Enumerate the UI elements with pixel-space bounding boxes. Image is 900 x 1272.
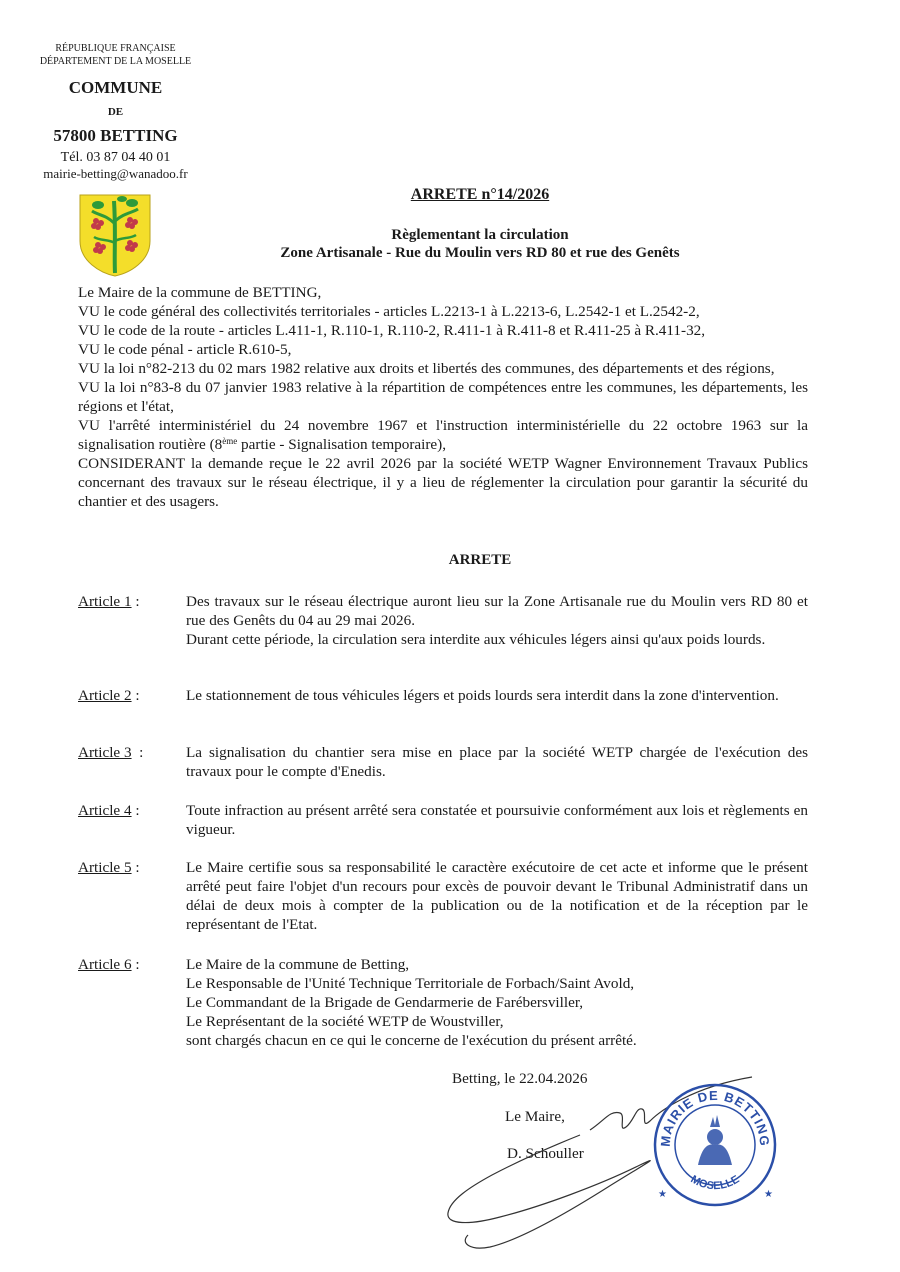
article-6-label <box>78 955 178 974</box>
signature-name: D. Schouller <box>507 1145 584 1162</box>
article-3-label <box>78 743 178 762</box>
article-4-colon: : <box>131 802 140 819</box>
article-6-colon: : <box>131 956 140 973</box>
preamble-cgct: VU le code général des collectivités territoriales - articles L.2213-1 à L.2213-6, L.2542-1 et L.2542-2, <box>78 303 700 320</box>
republic-label: RÉPUBLIQUE FRANÇAISE <box>55 43 176 54</box>
department-label: DÉPARTEMENT DE LA MOSELLE <box>39 56 192 67</box>
arrete-title: ARRETE n°14/2026 <box>410 186 550 203</box>
article-2-body <box>186 686 808 705</box>
article-4-label <box>78 801 178 820</box>
preamble-arrete-1967-text: VU l'arrêté interministériel du 24 novembre 1967 et l'instruction interministérielle du 22 octobre 1963 sur la signalisation routière (8 <box>78 417 808 453</box>
article-4-line: Toute infraction au présent arrêté sera constatée et poursuivie conformément aux lois et règlements en vigueur. <box>186 802 808 838</box>
signature-date: Betting, le 22.04.2026 <box>452 1070 588 1087</box>
article-5-line: Le Maire certifie sous sa responsabilité le caractère exécutoire de cet acte et informe que le présent arrêté peut faire l'objet d'un recours pour excès de pouvoir devant le Tribunal Administratif dans un délai de deux mois à compter de la publication ou de la notification et de la réception par le représentant de l'Etat. <box>186 859 808 933</box>
preamble-maire: Le Maire de la commune de BETTING, <box>78 284 322 301</box>
article-2-line: Le stationnement de tous véhicules légers et poids lourds sera interdit dans la zone d'intervention. <box>186 687 779 704</box>
svg-text:★: ★ <box>764 1189 773 1200</box>
subtitle-zone: Zone Artisanale - Rue du Moulin vers RD 80 et rue des Genêts <box>280 245 680 261</box>
commune-label: COMMUNE <box>68 78 163 97</box>
arrete-heading: ARRETE <box>448 552 512 568</box>
svg-text:MOSELLE <box>688 1173 741 1192</box>
article-4-body <box>186 801 808 839</box>
article-3-title: Article 3 <box>78 744 132 761</box>
article-6-title: Article 6 <box>78 956 132 973</box>
preamble-considerant: CONSIDERANT la demande reçue le 22 avril 2026 par la société WETP Wagner Environnement Travaux Publics concernant des travaux sur le réseau électrique, il y a lieu de réglementer la circulation pour garantir la sécurité du chantier et des usagers. <box>78 455 808 510</box>
article-3-colon: : <box>131 744 144 761</box>
email-label: mairie-betting@wanadoo.fr <box>43 166 188 181</box>
article-4-title: Article 4 <box>78 802 132 819</box>
signature-role: Le Maire, <box>505 1108 565 1125</box>
seal-top-text: MAIRIE DE BETTING <box>657 1087 773 1148</box>
municipal-seal-icon <box>650 1075 780 1215</box>
article-5-label <box>78 858 178 877</box>
preamble-arrete-1967 <box>78 416 808 454</box>
preamble <box>78 283 808 511</box>
preamble-loi-82: VU la loi n°82-213 du 02 mars 1982 relative aux droits et libertés des communes, des départements et des régions, <box>78 360 775 377</box>
article-3-line: La signalisation du chantier sera mise en place par la société WETP chargée de l'exécution des travaux pour le compte d'Enedis. <box>186 744 808 780</box>
article-5-title: Article 5 <box>78 859 132 876</box>
preamble-arrete-1967-end: partie - Signalisation temporaire), <box>237 436 447 453</box>
article-1-title: Article 1 <box>78 593 132 610</box>
preamble-loi-83: VU la loi n°83-8 du 07 janvier 1983 relative à la répartition de compétences entre les communes, les départements, les régions et l'état, <box>78 379 808 415</box>
article-6-line: Le Maire de la commune de Betting, <box>186 956 410 973</box>
preamble-code-penal: VU le code pénal - article R.610-5, <box>78 341 292 358</box>
commune-de-label: DE <box>107 106 124 118</box>
article-6-line: Le Responsable de l'Unité Technique Territoriale de Forbach/Saint Avold, <box>186 975 635 992</box>
svg-text:★: ★ <box>658 1189 667 1200</box>
subtitle-regulation: Règlementant la circulation <box>391 227 569 243</box>
city-label: 57800 BETTING <box>53 126 178 145</box>
article-3-body <box>186 743 808 781</box>
preamble-superscript: ème <box>222 436 238 446</box>
article-1-label <box>78 592 178 611</box>
article-2-title: Article 2 <box>78 687 132 704</box>
article-1-body <box>186 592 808 649</box>
seal-bottom-text: MOSELLE <box>688 1173 742 1193</box>
article-2-label <box>78 686 178 705</box>
article-1-line: Durant cette période, la circulation sera interdite aux véhicules légers ainsi qu'aux poids lourds. <box>186 631 766 648</box>
article-1-colon: : <box>131 593 140 610</box>
article-5-colon: : <box>131 859 140 876</box>
article-6-line: sont chargés chacun en ce qui le concerne de l'exécution du présent arrêté. <box>186 1032 637 1049</box>
preamble-code-route: VU le code de la route - articles L.411-1, R.110-1, R.110-2, R.411-1 à R.411-8 et R.411-25 à R.411-32, <box>78 322 706 339</box>
article-1-line: Des travaux sur le réseau électrique auront lieu sur la Zone Artisanale rue du Moulin vers RD 80 et rue des Genêts du 04 au 29 mai 2026. <box>186 593 808 629</box>
article-6-body <box>186 955 808 1050</box>
article-6-line: Le Commandant de la Brigade de Gendarmerie de Farébersviller, <box>186 994 584 1011</box>
vine-crest-icon <box>78 193 152 277</box>
phone-label: Tél. 03 87 04 40 01 <box>60 150 171 165</box>
article-6-line: Le Représentant de la société WETP de Woustviller, <box>186 1013 504 1030</box>
article-2-colon: : <box>131 687 140 704</box>
article-5-body <box>186 858 808 934</box>
